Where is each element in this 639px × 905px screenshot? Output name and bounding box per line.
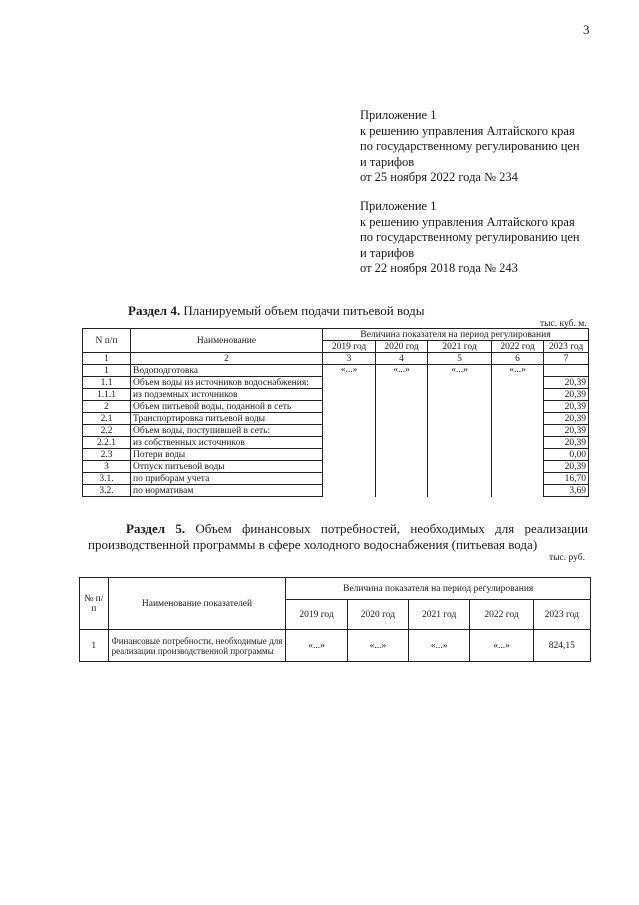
row-value-2023: 20,39	[544, 437, 589, 449]
row-value-2023: 20,39	[544, 401, 589, 413]
row-value-2023: 20,39	[544, 377, 589, 389]
section5-unit: тыс. руб.	[549, 553, 585, 563]
row-name: Объем воды из источников водоснабжения:	[131, 377, 323, 389]
header-year: 2021 год	[428, 341, 492, 353]
row-name: из подземных источников	[131, 389, 323, 401]
appendix-line: и тарифов	[360, 245, 415, 260]
row-value-2023: 20,39	[544, 461, 589, 473]
appendix-header-original	[360, 199, 580, 277]
section5-title	[88, 521, 588, 553]
row-name: из собственных источников	[131, 437, 323, 449]
row-value-2023: 0,00	[544, 449, 589, 461]
header-year: 2019 год	[323, 341, 376, 353]
row-value: «...»	[409, 630, 470, 662]
financial-needs-table	[79, 577, 591, 662]
row-name: Финансовые потребности, необходимые для реализации производственной программы	[108, 630, 286, 662]
row-num: 1	[80, 630, 109, 662]
section5-title-line1: Объем финансовых потребностей, необходимых для реализации	[195, 521, 589, 536]
row-value-2023: 20,39	[544, 413, 589, 425]
section4-title-text: Планируемый объем подачи питьевой воды	[183, 303, 425, 318]
row-value-2023: 16,70	[544, 473, 589, 485]
row-num: 1.1	[83, 377, 131, 389]
section4-title	[128, 303, 425, 319]
row-value: «...»	[286, 630, 347, 662]
row-placeholder: «...»	[376, 365, 428, 497]
row-num: 2	[83, 401, 131, 413]
row-num: 1	[83, 365, 131, 377]
row-placeholder: «...»	[492, 365, 544, 497]
appendix-header-current	[360, 108, 580, 186]
row-name: по нормативам	[131, 485, 323, 497]
header-period: Величина показателя на период регулирования	[323, 329, 589, 341]
row-num: 3.2.	[83, 485, 131, 497]
water-supply-volume-table	[82, 328, 589, 497]
appendix-line: от 22 ноября 2018 года № 243	[360, 261, 518, 275]
appendix-line: по государственному регулированию цен	[360, 139, 580, 153]
appendix-line: и тарифов	[360, 154, 415, 169]
row-num: 3	[83, 461, 131, 473]
row-name: Отпуск питьевой воды	[131, 461, 323, 473]
col-number: 2	[131, 353, 323, 365]
col-number: 4	[376, 353, 428, 365]
section5-label: Раздел 5.	[126, 521, 186, 536]
col-number: 1	[83, 353, 131, 365]
row-num: 2.2	[83, 425, 131, 437]
page-number: 3	[583, 22, 590, 37]
row-value-2023: 20,39	[544, 389, 589, 401]
row-value: 824,15	[533, 630, 590, 662]
table-row	[83, 365, 589, 377]
header-name: Наименование	[131, 329, 323, 353]
section4-label: Раздел 4.	[128, 303, 181, 318]
row-value: «...»	[347, 630, 408, 662]
header-year: 2021 год	[409, 600, 470, 630]
row-value-2023: 3,69	[544, 485, 589, 497]
appendix-line: от 25 ноября 2022 года № 234	[360, 170, 518, 184]
header-year: 2023 год	[544, 341, 589, 353]
row-num: 2.3	[83, 449, 131, 461]
header-num: № п/п	[80, 578, 109, 630]
row-value-2023	[544, 365, 589, 377]
row-num: 1.1.1	[83, 389, 131, 401]
header-year: 2019 год	[286, 600, 347, 630]
row-name: по приборам учета	[131, 473, 323, 485]
col-number: 5	[428, 353, 492, 365]
row-name: Потери воды	[131, 449, 323, 461]
col-number: 3	[323, 353, 376, 365]
row-name: Объем воды, поступившей в сеть:	[131, 425, 323, 437]
appendix-line: по государственному регулированию цен	[360, 230, 580, 244]
col-number: 6	[492, 353, 544, 365]
header-year: 2020 год	[347, 600, 408, 630]
header-year: 2020 год	[376, 341, 428, 353]
appendix-line: к решению управления Алтайского края	[360, 214, 575, 229]
header-num: N п/п	[83, 329, 131, 353]
header-year: 2022 год	[470, 600, 533, 630]
appendix-line: Приложение 1	[360, 108, 437, 122]
row-placeholder: «...»	[323, 365, 376, 497]
appendix-line: Приложение 1	[360, 199, 437, 213]
row-placeholder: «...»	[428, 365, 492, 497]
header-year: 2023 год	[533, 600, 590, 630]
row-name: Объем питьевой воды, поданной в сеть	[131, 401, 323, 413]
row-name: Транспортировка питьевой воды	[131, 413, 323, 425]
section4-unit: тыс. куб. м.	[540, 319, 587, 329]
appendix-line: к решению управления Алтайского края	[360, 123, 575, 138]
row-value-2023: 20,39	[544, 425, 589, 437]
row-num: 2.2.1	[83, 437, 131, 449]
row-value: «...»	[470, 630, 533, 662]
header-year: 2022 год	[492, 341, 544, 353]
row-num: 3.1.	[83, 473, 131, 485]
header-name: Наименование показателей	[108, 578, 286, 630]
row-num: 2.1	[83, 413, 131, 425]
row-name: Водоподготовка	[131, 365, 323, 377]
section5-title-line2: производственной программы в сфере холодного водоснабжения (питьевая вода)	[88, 537, 538, 552]
col-number: 7	[544, 353, 589, 365]
header-period: Величина показателя на период регулирования	[286, 578, 591, 600]
